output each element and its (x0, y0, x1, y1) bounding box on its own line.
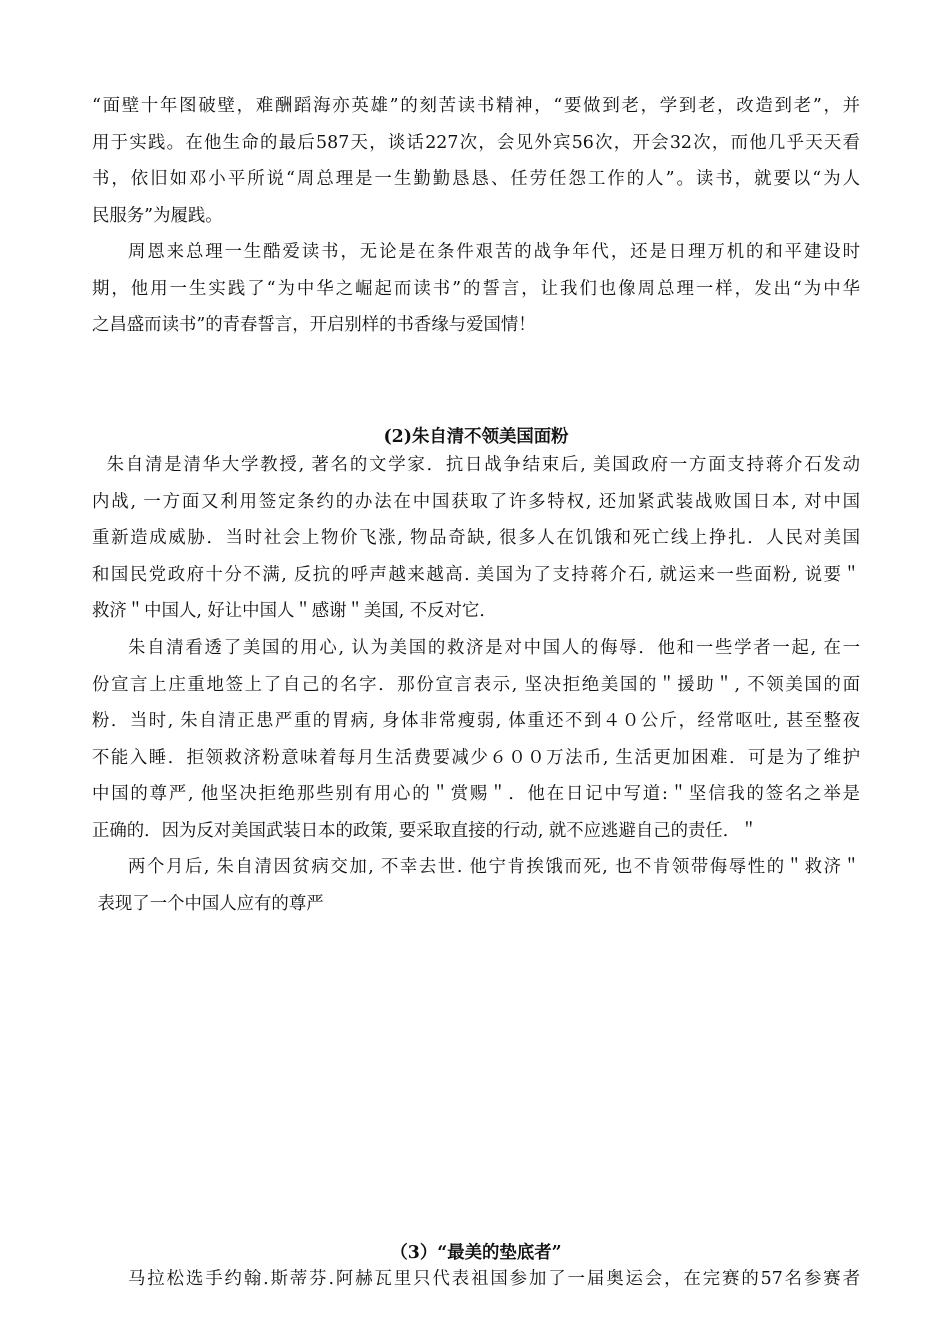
text-line: 救济＂中国人, 好让中国人＂感谢＂美国, 不反对它． (92, 601, 497, 621)
text-line: 份宣言上庄重地签上了自己的名字．那份宣言表示, 坚决拒绝美国的＂援助＂, 不领美国的面 (92, 674, 860, 695)
text-line: “面壁十年图破壁，难酬蹈海亦英雄”的刻苦读书精神，“要做到老，学到老，改造到老”，并 (92, 96, 860, 116)
section1-paragraph-2 (92, 234, 860, 344)
text-line: 中国的尊严, 他坚决拒绝那些别有用心的＂赏赐＂．他在日记中写道:＂坚信我的签名之举是 (92, 784, 860, 804)
text-line: 两个月后, 朱自清因贫病交加, 不幸去世. 他宁肯挨饿而死, 也不肯领带侮辱性的＂救济＂ (128, 857, 860, 877)
text-line: 重新造成威胁．当时社会上物价飞涨, 物品奇缺, 很多人在饥饿和死亡线上挣扎．人民对美国 (92, 528, 860, 548)
text-line: 民服务”为履践。 (92, 205, 223, 226)
text-line: 朱自清看透了美国的用心, 认为美国的救济是对中国人的侮辱．他和一些学者一起, 在一 (128, 638, 860, 658)
text-line: 不能入睡．拒领救济粉意味着每月生活费要减少６００万法币, 生活更加困难．可是为了维护 (92, 747, 860, 768)
text-line: 内战, 一方面又利用签定条约的办法在中国获取了许多特权, 还加紧武装战败国日本, 对中国 (92, 491, 860, 512)
text-line: 正确的．因为反对美国武装日本的政策, 要采取直接的行动, 就不应逃避自己的责任．＂ (92, 820, 758, 841)
section2-paragraph-3 (92, 849, 860, 922)
text-line: 周恩来总理一生酷爱读书，无论是在条件艰苦的战争年代，还是日理万机的和平建设时 (128, 242, 860, 262)
text-line: 表现了一个中国人应有的尊严 (92, 893, 324, 914)
text-line: 用于实践。在他生命的最后587天，谈话227次，会见外宾56次，开会32次，而他几乎天天看 (92, 132, 860, 153)
text-line: 之昌盛而读书”的青春誓言，开启别样的书香缘与爱国情！ (92, 315, 536, 335)
section3-heading: （3）“最美的垫底者” (390, 1243, 562, 1263)
section2-paragraph-2 (92, 630, 860, 849)
section3-paragraph-1 (92, 1261, 860, 1298)
text-line: 书，依旧如邓小平所说“周总理是一生勤勤恳恳、任劳任怨工作的人”。读书，就要以“为人 (92, 169, 860, 189)
text-line: 朱自清是清华大学教授, 著名的文学家．抗日战争结束后, 美国政府一方面支持蒋介石发动 (92, 455, 860, 475)
text-line: 期，他用一生实践了“为中华之崛起而读书”的誓言，让我们也像周总理一样，发出“为中华 (92, 278, 860, 299)
text-line: 粉．当时, 朱自清正患严重的胃病, 身体非常瘦弱, 体重还不到４０公斤，经常呕吐, 甚至整夜 (92, 711, 860, 731)
section1-paragraph-1 (92, 88, 860, 234)
text-line: 马拉松选手约翰.斯蒂芬.阿赫瓦里只代表祖国参加了一届奥运会，在完赛的57名参赛者 (128, 1269, 860, 1289)
section2-heading: (2)朱自清不领美国面粉 (383, 427, 569, 447)
text-line: 和国民党政府十分不满, 反抗的呼声越来越高. 美国为了支持蒋介石, 就运来一些面粉, 说要＂ (92, 564, 860, 585)
section2-paragraph-1 (92, 447, 860, 630)
